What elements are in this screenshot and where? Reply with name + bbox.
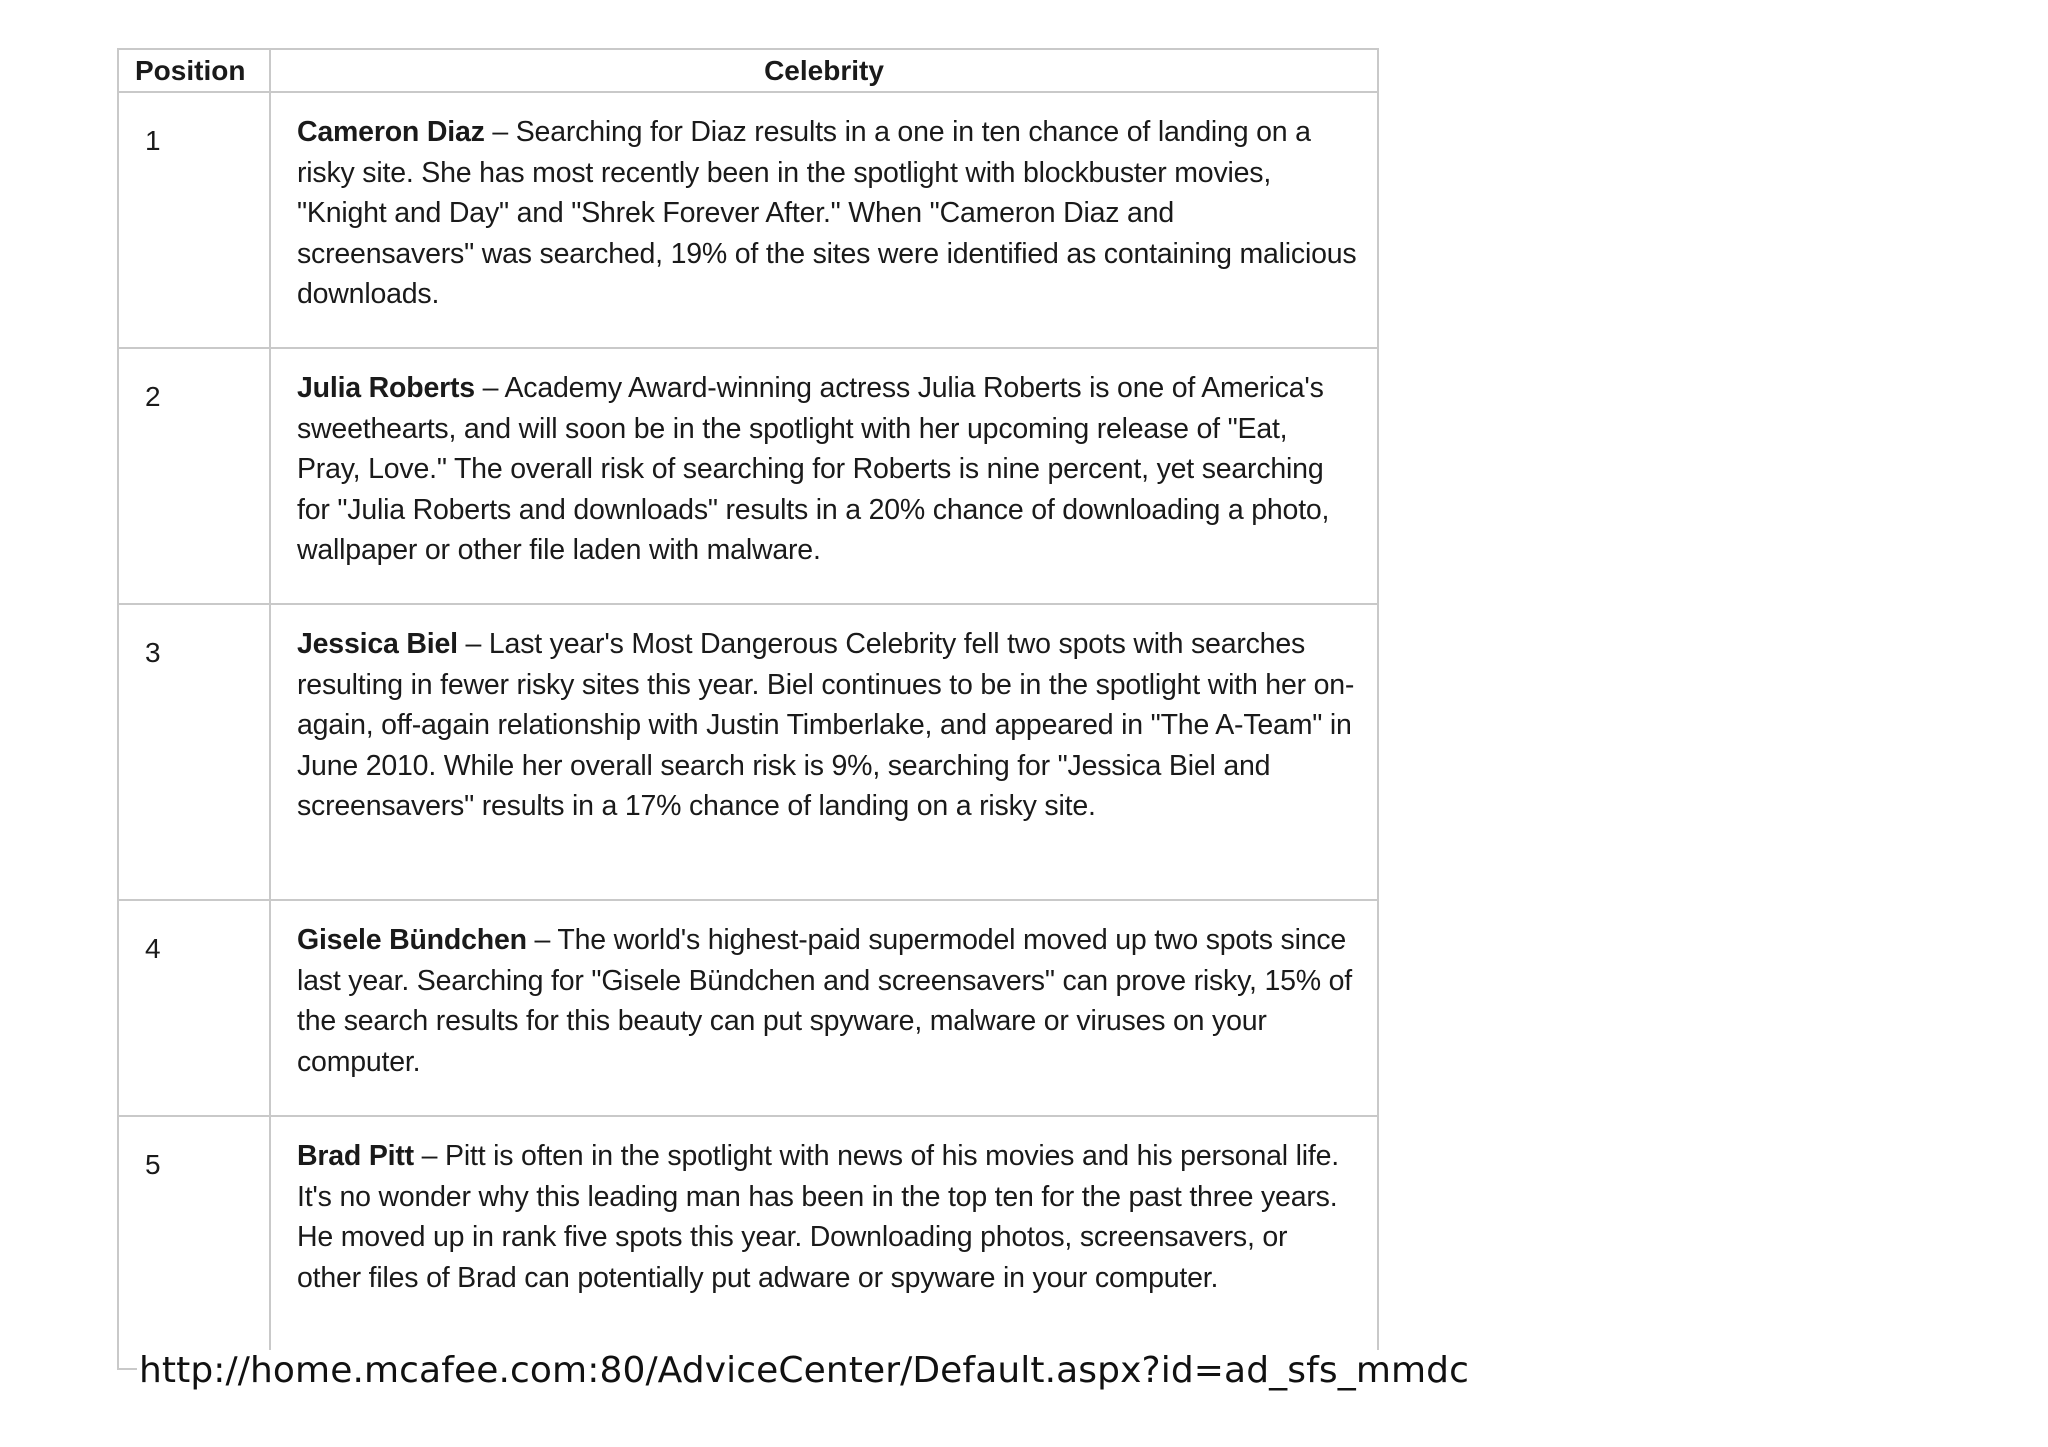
position-cell: 3 [119, 605, 271, 899]
table-row [119, 901, 1377, 1117]
table-header-row [119, 50, 1377, 93]
table-row [119, 605, 1377, 901]
column-header-celebrity: Celebrity [764, 55, 884, 86]
celebrity-description: – Academy Award-winning actress Julia Roberts is one of America's sweethearts, and will soon be in the spotlight with her upcoming release of "Eat, Pray, Love." The overall risk of searching for Roberts is nine percent, yet searching for "Julia Roberts and downloads" results in a 20% chance of downloading a photo, wallpaper or other file laden with malware. [297, 372, 1330, 566]
celebrity-cell [271, 93, 1377, 347]
position-cell: 1 [119, 93, 271, 347]
celebrity-description: – Searching for Diaz results in a one in ten chance of landing on a risky site. She has most recently been in the spotlight with blockbuster movies, "Knight and Day" and "Shrek Forever After." When "Cameron Diaz and screensavers" was searched, 19% of the sites were identified as containing malicious downloads. [297, 116, 1357, 310]
celebrity-name: Jessica Biel [297, 628, 458, 660]
celebrity-name: Brad Pitt [297, 1140, 414, 1172]
celebrity-name: Julia Roberts [297, 372, 475, 404]
celebrity-cell [271, 901, 1377, 1115]
celebrity-name: Gisele Bündchen [297, 924, 527, 956]
position-cell: 5 [119, 1117, 271, 1370]
celebrity-cell [271, 1117, 1377, 1370]
celebrity-cell [271, 605, 1377, 899]
celebrity-description: – Last year's Most Dangerous Celebrity fell two spots with searches resulting in fewer risky sites this year. Biel continues to be in the spotlight with her on-again, off-again relationship with Justin Timberlake, and appeared in "The A-Team" in June 2010. While her overall search risk is 9%, searching for "Jessica Biel and screensavers" results in a 17% chance of landing on a risky site. [297, 628, 1355, 822]
position-cell: 4 [119, 901, 271, 1115]
table-row [119, 93, 1377, 349]
celebrity-name: Cameron Diaz [297, 116, 485, 148]
celebrity-description: – The world's highest-paid supermodel moved up two spots since last year. Searching for "Gisele Bündchen and screensavers" can prove risky, 15% of the search results for this beauty can put spyware, malware or viruses on your computer. [297, 924, 1352, 1078]
column-header-position: Position [119, 50, 271, 91]
table-row [119, 1117, 1377, 1370]
celebrity-cell [271, 349, 1377, 603]
celebrity-description: – Pitt is often in the spotlight with news of his movies and his personal life. It's no wonder why this leading man has been in the top ten for the past three years. He moved up in rank five spots this year. Downloading photos, screensavers, or other files of Brad can potentially put adware or spyware in your computer. [297, 1140, 1339, 1294]
position-cell: 2 [119, 349, 271, 603]
table-row [119, 349, 1377, 605]
celebrity-risk-table [117, 48, 1379, 1370]
source-url: http://home.mcafee.com:80/AdviceCenter/Default.aspx?id=ad_sfs_mmdc [137, 1350, 1475, 1395]
